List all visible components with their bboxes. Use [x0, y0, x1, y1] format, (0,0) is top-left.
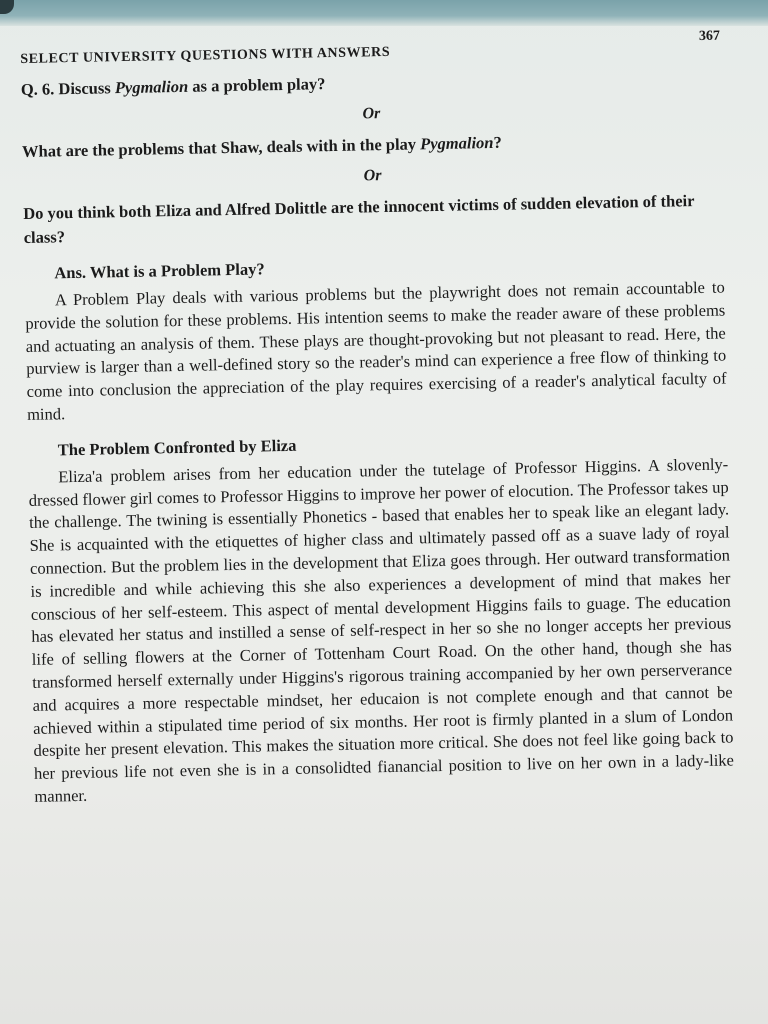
or-separator-1: Or	[362, 105, 381, 123]
running-head-title: SELECT UNIVERSITY QUESTIONS WITH ANSWERS	[20, 44, 391, 67]
question-3: Do you think both Eliza and Alfred Dolittle are the innocent victims of sudden elevation of their class?	[23, 191, 695, 247]
play-title: Pygmalion	[114, 76, 189, 98]
section-heading: The Problem Confronted by Eliza	[57, 435, 297, 460]
or-separator-2: Or	[363, 167, 382, 185]
section-paragraph: Eliza'a problem arises from her education under the tutelage of Professor Higgins. A slovenly-dressed flower girl comes to Professor Higgins to improve her power of elocution. The Professor takes up the challenge. The twining is essentially Phonetics - based that enables her to speak like an elegant lady. She is acquainted with the etiquettes of higher class and ultimately passed off as a suave lady of royal connection. But the problem lies in the development that Eliza goes through. Her outward transformation is incredible and while achieving this she also experiences a development of mind that makes her conscious of her self-esteem. This aspect of mental development Higgins fails to guage. The education has elevated her status and instilled a sense of self-respect in her so she no longer accepts her previous life of selling flowers at the Corner of Tottenham Court Road. On the other hand, though she has transformed herself externally under Higgins's rigorous training accompanied by her own perserverance and acquires a more respectable mindset, her educaion is not complete enough and that cannot be achieved within a stipulated time period of six months. Her root is firmly planted in a slum of London despite her present elevation. This makes the situation more critical. She does not feel like going back to her previous life not even she is in a consolidted fianancial position to live on her own in a lady-like manner.	[28, 454, 735, 806]
answer-paragraph: A Problem Play deals with various problems but the playwright does not remain accountable to provide the solution for these problems. His intention seems to make the reader aware of these problems and actuating an analysis of them. These plays are thought-provoking but not pleasant to read. Here, the purview is larger than a well-defined story so the reader's mind can experience a free flow of thinking to come into conclusion the appreciation of the play requires exercising of a reader's analytical faculty of mind.	[25, 277, 727, 424]
page-content	[20, 28, 735, 809]
answer-heading: Ans. What is a Problem Play?	[54, 259, 265, 283]
question-1: Q. 6. Discuss Pygmalion as a problem play?	[20, 74, 326, 99]
play-title: Pygmalion	[419, 132, 494, 154]
page-number: 367	[698, 28, 721, 44]
question-2: What are the problems that Shaw, deals with in the play Pygmalion?	[21, 132, 502, 161]
page-top-edge	[0, 0, 768, 26]
